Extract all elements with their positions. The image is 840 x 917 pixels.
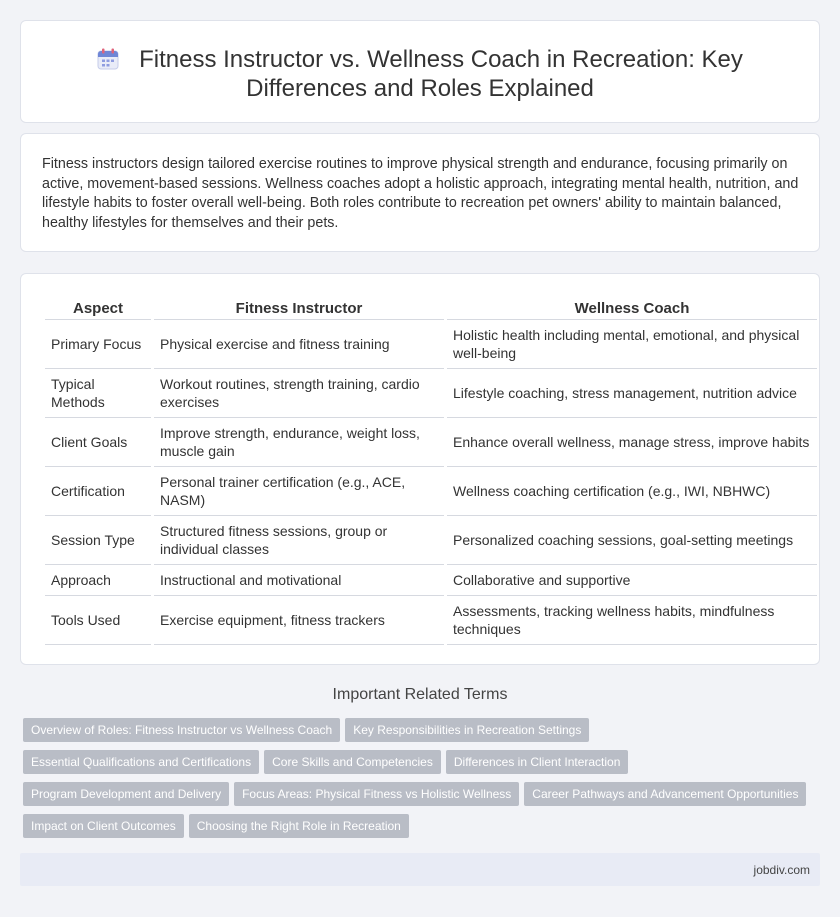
table-row bbox=[45, 517, 817, 565]
table-row bbox=[45, 597, 817, 645]
header-fitness-instructor: Fitness Instructor bbox=[154, 295, 444, 320]
table-cell: Assessments, tracking wellness habits, mindfulness techniques bbox=[447, 597, 817, 645]
related-term-tag[interactable]: Career Pathways and Advancement Opportunities bbox=[524, 782, 806, 806]
table-cell: Enhance overall wellness, manage stress, improve habits bbox=[447, 419, 817, 467]
table-cell: Lifestyle coaching, stress management, nutrition advice bbox=[447, 370, 817, 418]
table-cell: Personalized coaching sessions, goal-setting meetings bbox=[447, 517, 817, 565]
table-cell: Tools Used bbox=[45, 597, 151, 645]
table-row bbox=[45, 419, 817, 467]
calendar-icon bbox=[97, 48, 119, 70]
table-row bbox=[45, 370, 817, 418]
table-row bbox=[45, 566, 817, 596]
table-header-row bbox=[45, 295, 817, 320]
related-term-tag[interactable]: Essential Qualifications and Certifications bbox=[23, 750, 259, 774]
related-term-tag[interactable]: Impact on Client Outcomes bbox=[23, 814, 184, 838]
related-term-tag[interactable]: Focus Areas: Physical Fitness vs Holistic Wellness bbox=[234, 782, 519, 806]
header-wellness-coach: Wellness Coach bbox=[447, 295, 817, 320]
intro-card bbox=[20, 133, 820, 252]
page-title: Fitness Instructor vs. Wellness Coach in Recreation: Key Differences and Roles Explained bbox=[139, 46, 743, 102]
table-cell: Collaborative and supportive bbox=[447, 566, 817, 596]
table-cell: Session Type bbox=[45, 517, 151, 565]
table-cell: Holistic health including mental, emotional, and physical well-being bbox=[447, 321, 817, 369]
table-cell: Approach bbox=[45, 566, 151, 596]
footer-site-link[interactable]: jobdiv.com bbox=[753, 863, 810, 877]
table-cell: Exercise equipment, fitness trackers bbox=[154, 597, 444, 645]
related-term-tag[interactable]: Core Skills and Competencies bbox=[264, 750, 441, 774]
related-terms-heading: Important Related Terms bbox=[332, 686, 508, 703]
table-cell: Workout routines, strength training, cardio exercises bbox=[154, 370, 444, 418]
table-row bbox=[45, 468, 817, 516]
comparison-card bbox=[20, 273, 820, 665]
comparison-table bbox=[42, 294, 820, 646]
title-card bbox=[20, 20, 820, 123]
table-row bbox=[45, 321, 817, 369]
table-cell: Personal trainer certification (e.g., ACE, NASM) bbox=[154, 468, 444, 516]
related-term-tag[interactable]: Choosing the Right Role in Recreation bbox=[189, 814, 409, 838]
footer bbox=[20, 853, 820, 886]
table-cell: Wellness coaching certification (e.g., IWI, NBHWC) bbox=[447, 468, 817, 516]
table-cell: Improve strength, endurance, weight loss, muscle gain bbox=[154, 419, 444, 467]
related-term-tag[interactable]: Differences in Client Interaction bbox=[446, 750, 629, 774]
intro-paragraph: Fitness instructors design tailored exercise routines to improve physical strength and endurance, focusing primarily on active, movement-based sessions. Wellness coaches adopt a holistic approach, integrating mental health, nutrition, and lifestyle habits to foster overall well-being. Both roles contribute to recreation pet owners' ability to maintain balanced, healthy lifestyles for themselves and their pets. bbox=[42, 156, 799, 231]
related-term-tag[interactable]: Overview of Roles: Fitness Instructor vs Wellness Coach bbox=[23, 718, 340, 742]
table-cell: Client Goals bbox=[45, 419, 151, 467]
table-cell: Structured fitness sessions, group or individual classes bbox=[154, 517, 444, 565]
related-term-tag[interactable]: Key Responsibilities in Recreation Settings bbox=[345, 718, 589, 742]
table-cell: Typical Methods bbox=[45, 370, 151, 418]
table-cell: Physical exercise and fitness training bbox=[154, 321, 444, 369]
related-term-tag[interactable]: Program Development and Delivery bbox=[23, 782, 229, 806]
header-aspect: Aspect bbox=[45, 295, 151, 320]
related-terms-list bbox=[23, 718, 823, 846]
page-title-row bbox=[21, 45, 819, 103]
table-cell: Instructional and motivational bbox=[154, 566, 444, 596]
table-cell: Primary Focus bbox=[45, 321, 151, 369]
table-cell: Certification bbox=[45, 468, 151, 516]
